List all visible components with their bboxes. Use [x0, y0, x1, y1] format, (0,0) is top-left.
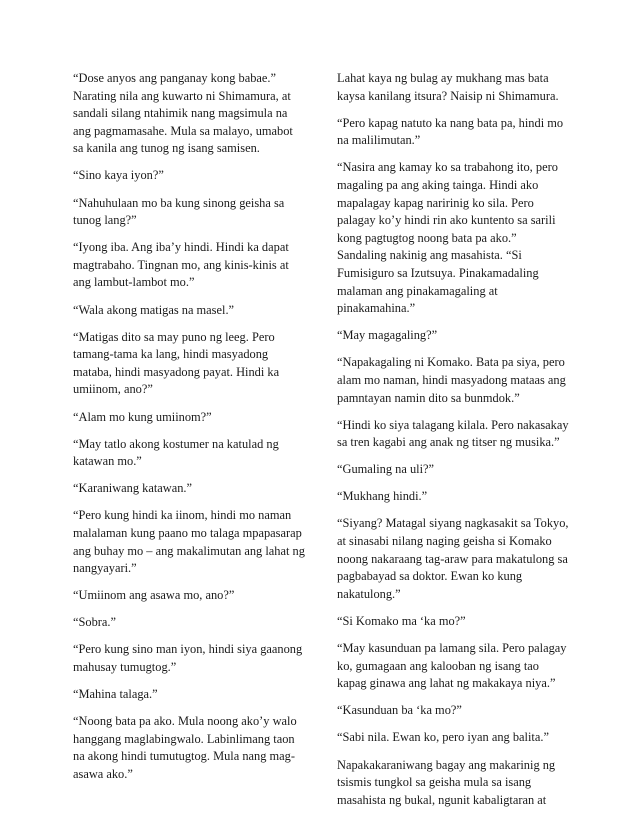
paragraph: “Pero kung sino man iyon, hindi siya gaanong mahusay tumugtog.” [73, 642, 303, 675]
paragraph: “Hindi ko siya talagang kilala. Pero nakasakay sa tren kagabi ang anak ng titser ng musika.” [337, 417, 569, 450]
paragraph: “Sabi nila. Ewan ko, pero iyan ang balita.” [337, 730, 549, 745]
paragraph: “Mahina talaga.” [73, 687, 158, 702]
paragraph: “May kasunduan pa lamang sila. Pero palagay ko, gumagaan ang kalooban ng isang tao kapag ginawa ang lahat ng makakaya niya.” [337, 641, 567, 691]
paragraph: “Gumaling na uli?” [337, 462, 435, 477]
paragraph: “Karaniwang katawan.” [73, 481, 193, 496]
paragraph: “Mukhang hindi.” [337, 489, 428, 504]
paragraph: “Nasira ang kamay ko sa trabahong ito, pero magaling pa ang aking tainga. Hindi ako mapalagay kapag naririnig ko sila. Pero palagay ko’y hindi rin ako kuntento sa sarili kong pagtugtog noong bata pa ako.” Sandaling nakinig ang masahista. “Si Fumisiguro sa Izutsuya. Pinakamadaling malaman ang pinakamagaling at pinakamahina.” [337, 160, 558, 316]
paragraph: “Si Komako ma ‘ka mo?” [337, 613, 466, 628]
paragraph: “May tatlo akong kostumer na katulad ng katawan mo.” [73, 436, 279, 469]
paragraph: Napakakaraniwang bagay ang makarinig ng tsismis tungkol sa geisha mula sa isang masahista ng bukal, ngunit kabaligtaran at [337, 757, 556, 807]
paragraph: “Noong bata pa ako. Mula noong ako’y walo hanggang maglabingwalo. Labinlimang taon na akong hindi tumutugtog. Mula nang mag-asawa ako.” [73, 714, 297, 781]
right-text-column [337, 70, 569, 819]
paragraph: “Pero kapag natuto ka nang bata pa, hindi mo na malilimutan.” [337, 115, 564, 148]
paragraph: “Sino kaya iyon?” [73, 168, 164, 183]
paragraph: “Pero kung hindi ka iinom, hindi mo naman malalaman kung paano mo talaga mpapasarap ang buhay mo – ang makalimutan ang lahat ng nangyayari.” [73, 508, 305, 576]
paragraph: “Umiinom ang asawa mo, ano?” [73, 588, 235, 603]
paragraph: “Kasunduan ba ‘ka mo?” [337, 703, 462, 718]
paragraph: “Wala akong matigas na masel.” [73, 302, 235, 317]
paragraph: “Siyang? Matagal siyang nagkasakit sa Tokyo, at sinasabi nilang naging geisha si Komako noong nakaraang tag-araw para makatulong sa pagbabayad sa doktor. Ewan ko kung nakatulong.” [337, 516, 569, 601]
paragraph: “May magagaling?” [337, 328, 438, 343]
paragraph: “Dose anyos ang panganay kong babae.” Narating nila ang kuwarto ni Shimamura, at sandali silang ntahimik nang magsimula na ang pagmamasahe. Mula sa malayo, umabot sa kanila ang tunog ng isang samisen. [73, 71, 293, 156]
paragraph: “Iyong iba. Ang iba’y hindi. Hindi ka dapat magtrabaho. Tingnan mo, ang kinis-kinis at ang lambut-lambot mo.” [73, 240, 289, 290]
paragraph: “Napakagaling ni Komako. Bata pa siya, pero alam mo naman, hindi masyadong mataas ang pamntayan namin dito sa bunmdok.” [337, 355, 566, 405]
paragraph: “Sobra.” [73, 615, 117, 630]
left-text-column [73, 70, 305, 793]
paragraph: “Alam mo kung umiinom?” [73, 409, 212, 424]
paragraph: “Nahuhulaan mo ba kung sinong geisha sa tunog lang?” [73, 195, 285, 228]
paragraph: Lahat kaya ng bulag ay mukhang mas bata kaysa kanilang itsura? Naisip ni Shimamura. [337, 71, 559, 103]
paragraph: “Matigas dito sa may puno ng leeg. Pero tamang-tama ka lang, hindi masyadong mataba, hindi masyadong payat. Hindi ka umiinom, ano?” [73, 329, 280, 397]
